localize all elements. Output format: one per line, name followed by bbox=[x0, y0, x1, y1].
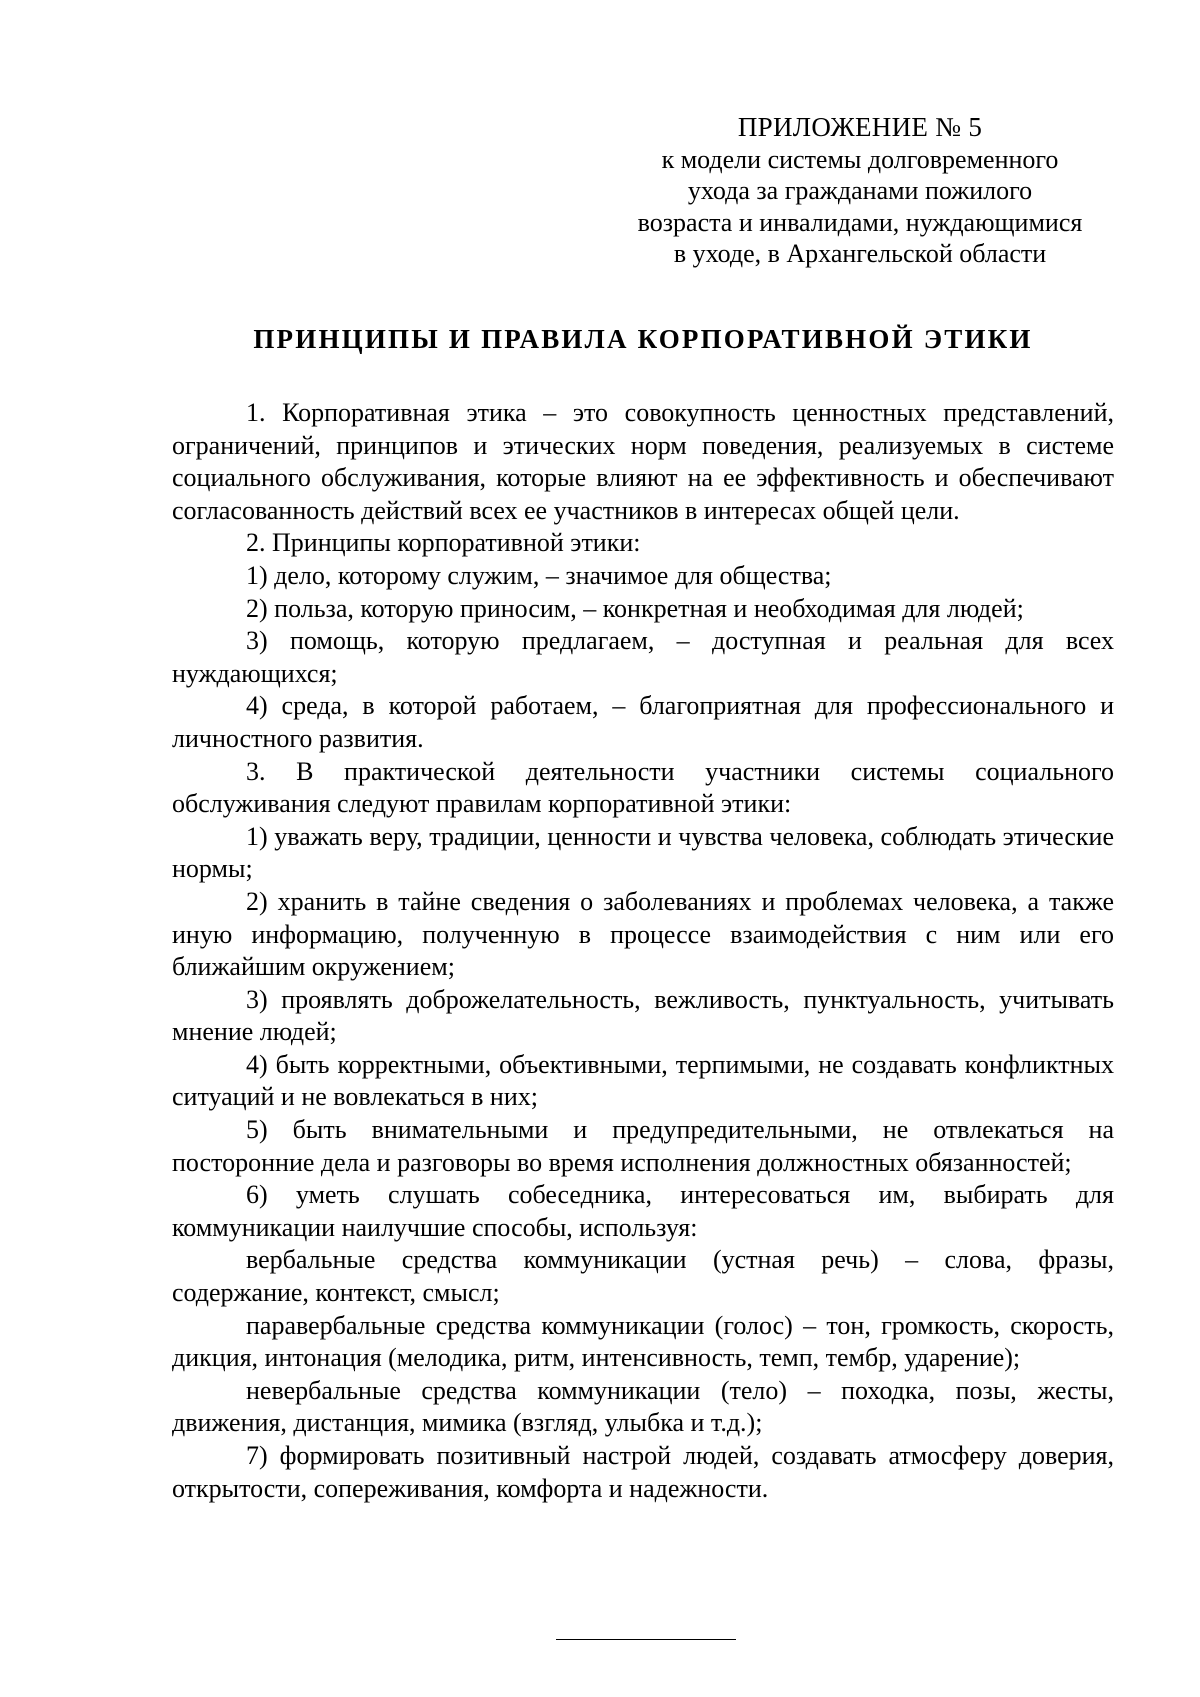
appendix-header bbox=[620, 112, 1100, 270]
body-paragraph: невербальные средства коммуникации (тело) – походка, позы, жесты, движения, дистанция, мимика (взгляд, улыбка и т.д.); bbox=[172, 1375, 1114, 1438]
body-paragraph: 2. Принципы корпоративной этики: bbox=[246, 528, 641, 558]
appendix-line: ухода за гражданами пожилого bbox=[687, 176, 1033, 205]
body-paragraph: 6) уметь слушать собеседника, интересоваться им, выбирать для коммуникации наилучшие способы, используя: bbox=[172, 1180, 1114, 1242]
body-paragraph: 1. Корпоративная этика – это совокупность ценностных представлений, ограничений, принципов и этических норм поведения, реализуемых в системе социального обслуживания, которые влияют на ее эффективность и обеспечивают согласованность действий всех ее участников в интересах общей цели. bbox=[172, 398, 1114, 525]
appendix-line: к модели системы долговременного bbox=[661, 144, 1059, 174]
body-paragraph: 4) быть корректными, объективными, терпимыми, не создавать конфликтных ситуаций и не вовлекаться в них; bbox=[172, 1049, 1114, 1112]
body-paragraph: вербальные средства коммуникации (устная речь) – слова, фразы, содержание, контекст, смысл; bbox=[172, 1245, 1114, 1308]
end-separator-line bbox=[556, 1639, 736, 1640]
body-paragraph: 4) среда, в которой работаем, – благоприятная для профессионального и личностного развития. bbox=[172, 691, 1114, 753]
body-paragraph: 2) хранить в тайне сведения о заболеваниях и проблемах человека, а также иную информацию, полученную в процессе взаимодействия с ним или его ближайшим окружением; bbox=[172, 886, 1114, 982]
body-paragraph: 7) формировать позитивный настрой людей, создавать атмосферу доверия, открытости, сопереживания, комфорта и надежности. bbox=[172, 1441, 1114, 1503]
document-body bbox=[172, 397, 1114, 1505]
appendix-line: в уходе, в Архангельской области bbox=[673, 239, 1047, 268]
body-paragraph: 2) польза, которую приносим, – конкретная и необходимая для людей; bbox=[246, 593, 1024, 623]
body-paragraph: 1) уважать веру, традиции, ценности и чувства человека, соблюдать этические нормы; bbox=[172, 821, 1114, 884]
body-paragraph: 3. В практической деятельности участники системы социального обслуживания следуют правилам корпоративной этики: bbox=[172, 756, 1114, 819]
body-paragraph: 1) дело, которому служим, – значимое для общества; bbox=[246, 560, 832, 590]
body-paragraph: паравербальные средства коммуникации (голос) – тон, громкость, скорость, дикция, интонация (мелодика, ритм, интенсивность, темп, тембр, ударение); bbox=[172, 1310, 1114, 1373]
appendix-line: возраста и инвалидами, нуждающимися bbox=[637, 207, 1083, 237]
body-paragraph: 5) быть внимательными и предупредительными, не отвлекаться на посторонние дела и разговоры во время исполнения должностных обязанностей; bbox=[172, 1115, 1114, 1177]
body-paragraph: 3) помощь, которую предлагаем, – доступная и реальная для всех нуждающихся; bbox=[172, 626, 1114, 688]
appendix-title: ПРИЛОЖЕНИЕ № 5 bbox=[737, 112, 983, 142]
document-title: ПРИНЦИПЫ И ПРАВИЛА КОРПОРАТИВНОЙ ЭТИКИ bbox=[253, 324, 1033, 354]
body-paragraph: 3) проявлять доброжелательность, вежливость, пунктуальность, учитывать мнение людей; bbox=[172, 984, 1114, 1047]
